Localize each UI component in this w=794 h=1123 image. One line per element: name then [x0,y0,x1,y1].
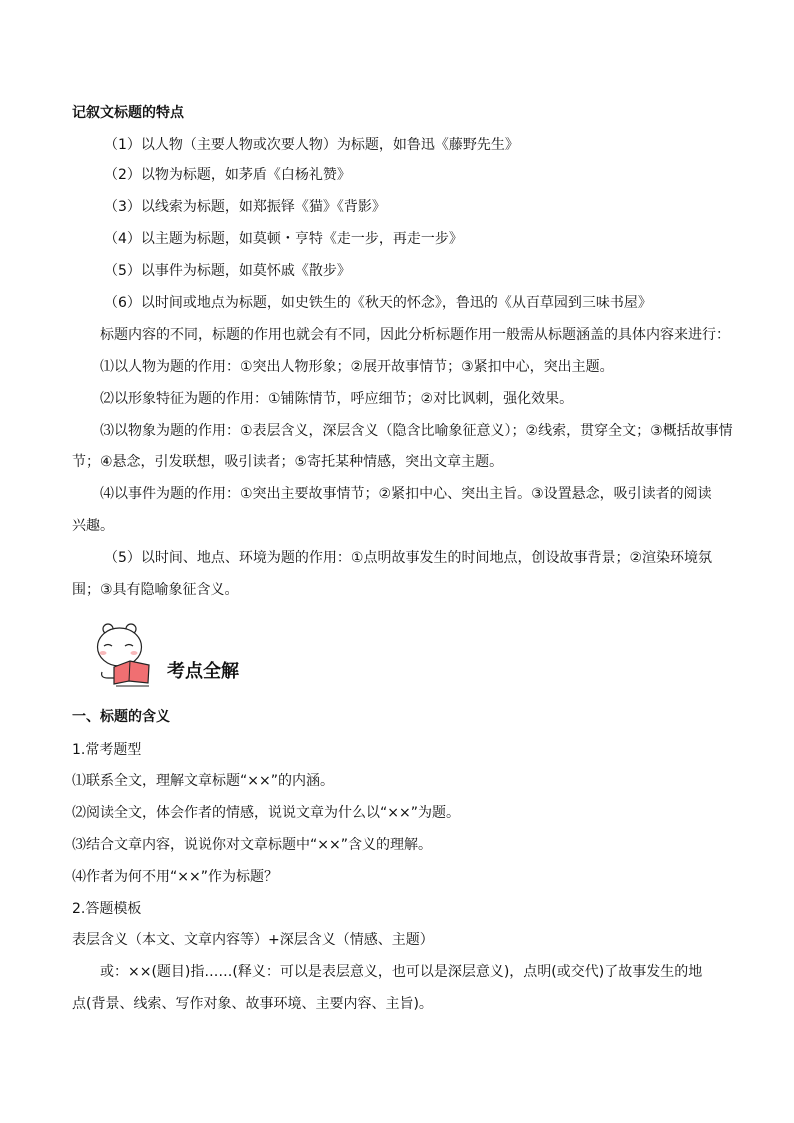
function-paragraph: ⑴以人物为题的作用：①突出人物形象；②展开故事情节；③紧扣中心，突出主题。 [100,359,614,375]
feature-item: （2）以物为标题，如茅盾《白杨礼赞》 [104,167,351,183]
function-paragraph-line: 兴趣。 [72,518,114,534]
feature-item: （1）以人物（主要人物或次要人物）为标题，如鲁迅《藤野先生》 [104,137,519,153]
template-line: 点(背景、线索、写作对象、故事环境、主要内容、主旨)。 [72,996,433,1012]
function-paragraph-line: ⑷以事件为题的作用：①突出主要故事情节；②紧扣中心、突出主旨。③设置悬念，吸引读者的阅读 [100,486,712,502]
template-line: 表层含义（本文、文章内容等）+深层含义（情感、主题） [72,932,434,948]
question-item: ⑶结合文章内容，说说你对文章标题中“××”含义的理解。 [72,837,432,853]
meaning-heading: 一、标题的含义 [72,709,170,725]
question-item: ⑴联系全文，理解文章标题“××”的内涵。 [72,773,334,789]
function-paragraph: ⑵以形象特征为题的作用：①铺陈情节，呼应细节；②对比讽刺，强化效果。 [100,391,574,407]
function-paragraph-line: 围；③具有隐喻象征含义。 [72,582,239,598]
function-intro: 标题内容的不同，标题的作用也就会有不同，因此分析标题作用一般需从标题涵盖的具体内容来进行： [100,327,730,343]
subheading: 1.常考题型 [72,742,142,758]
book-shape [114,661,149,684]
function-paragraph-line: （5）以时间、地点、环境为题的作用：①点明故事发生的时间地点，创设故事背景；②渲染环境氛 [104,550,713,566]
features-heading: 记叙文标题的特点 [72,105,184,121]
feature-item: （5）以事件为标题，如莫怀戚《散步》 [104,263,351,279]
feature-item: （6）以时间或地点为标题，如史铁生的《秋天的怀念》，鲁迅的《从百草园到三味书屋》 [104,295,652,311]
template-line: 或：××(题目)指……(释义：可以是表层意义，也可以是深层意义)，点明(或交代)了故事发生的地 [100,964,703,980]
function-paragraph-line: ⑶以物象为题的作用：①表层含义，深层含义（隐含比喻象征意义）；②线索，贯穿全文；③概括故事情 [100,423,733,439]
reading-bear-icon [94,623,154,687]
subheading: 2.答题模板 [72,901,142,917]
feature-item: （4）以主题为标题，如莫顿・亨特《走一步，再走一步》 [104,231,463,247]
section-title: 考点全解 [167,661,239,682]
feature-item: （3）以线索为标题，如郑振铎《猫》《背影》 [104,199,386,215]
function-paragraph-line: 节；④悬念，引发联想，吸引读者；⑤寄托某种情感，突出文章主题。 [72,454,504,470]
question-item: ⑵阅读全文，体会作者的情感，说说文章为什么以“××”为题。 [72,805,460,821]
question-item: ⑷作者为何不用“××”作为标题？ [72,869,278,885]
